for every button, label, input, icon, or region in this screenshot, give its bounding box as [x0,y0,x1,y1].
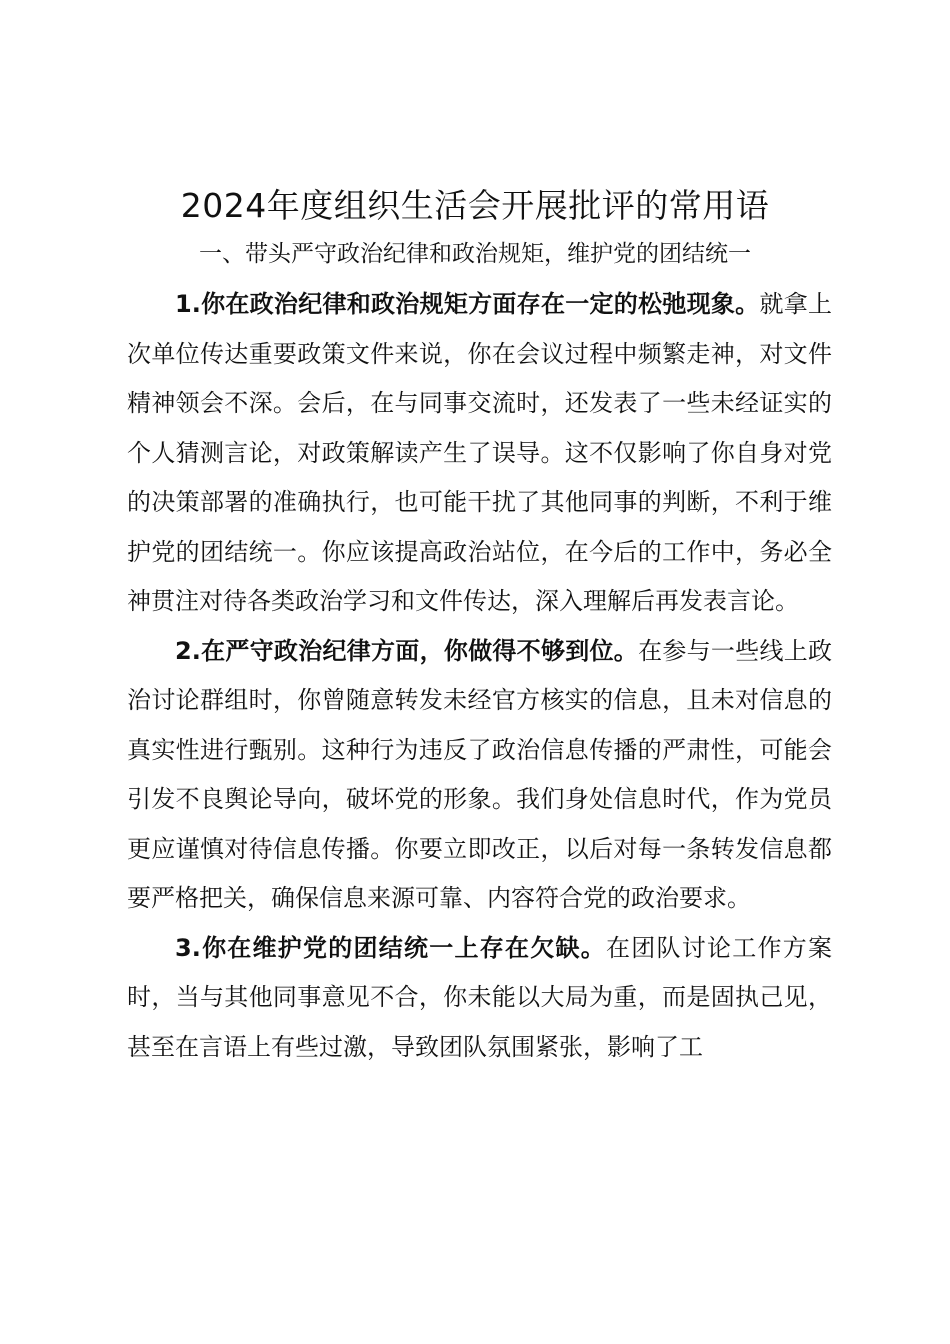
paragraph-2-text: 在参与一些线上政治讨论群组时，你曾随意转发未经官方核实的信息，且未对信息的真实性进行甄别。这种行为违反了政治信息传播的严肃性，可能会引发不良舆论导向，破坏党的形象。我们身处信息时代，作为党员更应谨慎对待信息传播。你要立即改正，以后对每一条转发信息都要严格把关，确保信息来源可靠、内容符合党的政治要求。 [127,636,832,912]
paragraph-1-lead: 1.你在政治纪律和政治规矩方面存在一定的松弛现象。 [175,290,760,318]
paragraph-3 [127,924,832,1073]
paragraph-3-lead: 3.你在维护党的团结统一上存在欠缺。 [175,933,607,962]
section-heading: 一、带头严守政治纪律和政治规矩，维护党的团结统一 [199,241,751,267]
paragraph-1-text: 就拿上次单位传达重要政策文件来说，你在会议过程中频繁走神，对文件精神领会不深。会后，在与同事交流时，还发表了一些未经证实的个人猜测言论，对政策解读产生了误导。这不仅影响了你自身对党的决策部署的准确执行，也可能干扰了其他同事的判断，不利于维护党的团结统一。你应该提高政治站位，在今后的工作中，务必全神贯注对待各类政治学习和文件传达，深入理解后再发表言论。 [127,290,832,615]
paragraph-1 [127,280,832,627]
paragraph-3-text: 在团队讨论工作方案时，当与其他同事意见不合，你未能以大局为重，而是固执己见，甚至在言语上有些过激，导致团队氛围紧张，影响了工 [127,933,832,1061]
paragraph-2 [127,627,832,924]
paragraph-2-lead: 2.在严守政治纪律方面，你做得不够到位。 [175,636,639,665]
document-body [127,280,832,1072]
document-title: 2024年度组织生活会开展批评的常用语 [180,186,770,225]
